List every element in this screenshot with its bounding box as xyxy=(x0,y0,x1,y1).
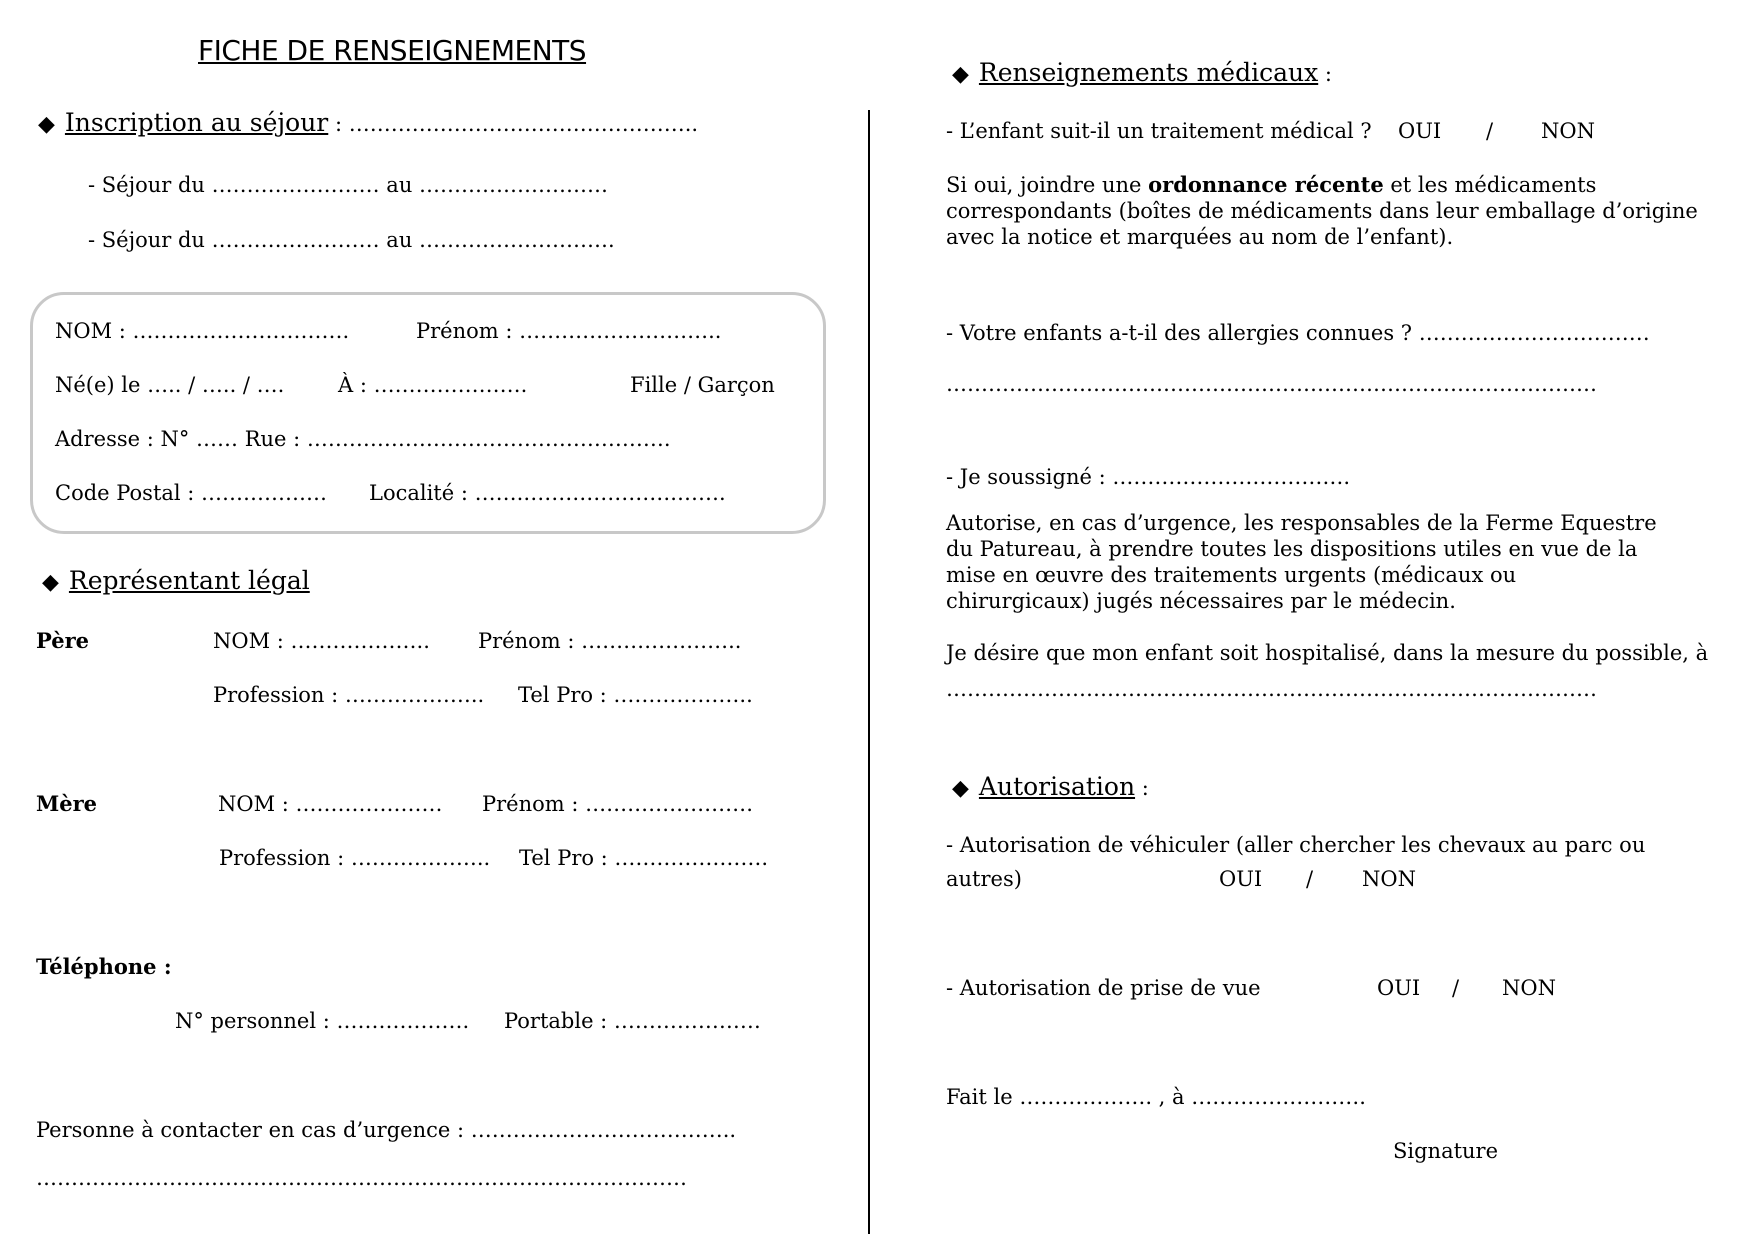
prescription-note-text: et les médicaments correspondants (boîtes de médicaments dans leur emballage d’origine avec la notice et marquées au nom de l’enfant). xyxy=(946,173,1698,249)
choice-slash: / xyxy=(1452,976,1460,1000)
hospital-preference-text: Je désire que mon enfant soit hospitalisé, dans la mesure du possible, à xyxy=(946,641,1709,665)
prescription-note-text: Si oui, joindre une xyxy=(946,173,1149,197)
heading-colon: : xyxy=(1135,776,1149,800)
page-title: FICHE DE RENSEIGNEMENTS xyxy=(198,34,587,67)
section-inscription xyxy=(38,108,698,140)
mere-label: Mère xyxy=(36,791,98,816)
photo-oui-option[interactable]: OUI xyxy=(1377,976,1421,1000)
undersigned-field[interactable]: - Je soussigné : ……………………………. xyxy=(946,465,1351,489)
section-representant xyxy=(42,566,310,598)
vehicle-non-option[interactable]: NON xyxy=(1362,867,1416,891)
telephone-label: Téléphone : xyxy=(36,954,172,979)
emergency-contact-line[interactable]: ………………………………………………………………………………… xyxy=(36,1166,687,1190)
heading-colon: : xyxy=(1318,62,1332,86)
emergency-contact-field[interactable]: Personne à contacter en cas d’urgence : ……………………………….. xyxy=(36,1118,737,1142)
photo-authorization-text: - Autorisation de prise de vue xyxy=(946,976,1261,1000)
allergies-field[interactable]: - Votre enfants a-t-il des allergies connues ? …………………………… xyxy=(946,321,1650,345)
diamond-bullet-icon: ◆ xyxy=(952,776,969,801)
column-divider xyxy=(868,110,870,1234)
choice-slash: / xyxy=(1486,119,1494,143)
mere-prenom-field[interactable]: Prénom : …………………… xyxy=(482,792,754,816)
photo-non-option[interactable]: NON xyxy=(1502,976,1556,1000)
section-heading: Renseignements médicaux xyxy=(978,58,1319,87)
vehicle-authorization-text: - Autorisation de véhiculer (aller chercher les chevaux au parc ou xyxy=(946,833,1646,857)
prenom-field[interactable]: Prénom : ……………………….. xyxy=(416,319,722,343)
prescription-emphasis: ordonnance récente xyxy=(1148,172,1384,197)
locality-field[interactable]: Localité : …….………………….……. xyxy=(369,481,726,505)
section-heading: Représentant légal xyxy=(68,566,310,595)
postal-code-field[interactable]: Code Postal : ……………… xyxy=(55,481,328,505)
personal-phone-field[interactable]: N° personnel : ………………. xyxy=(175,1009,470,1033)
signature-label: Signature xyxy=(1393,1139,1499,1163)
mere-nom-field[interactable]: NOM : ………………… xyxy=(218,792,443,816)
hospital-preference-line[interactable]: ………………………………………………………………………………… xyxy=(946,677,1597,701)
vehicle-oui-option[interactable]: OUI xyxy=(1219,867,1263,891)
sex-choice[interactable]: Fille / Garçon xyxy=(630,373,775,397)
choice-slash: / xyxy=(1306,867,1314,891)
fill-line[interactable]: : ………………………………………….. xyxy=(328,112,699,136)
mere-telpro-field[interactable]: Tel Pro : …………………. xyxy=(519,846,769,870)
section-medical xyxy=(952,58,1332,90)
section-autorisation xyxy=(952,772,1149,804)
allergies-line[interactable]: ………………………………………………………………………………… xyxy=(946,372,1597,396)
section-heading: Autorisation xyxy=(978,772,1136,801)
treatment-non-option[interactable]: NON xyxy=(1541,119,1595,143)
treatment-question: - L’enfant suit-il un traitement médical ? xyxy=(946,119,1372,143)
diamond-bullet-icon: ◆ xyxy=(952,62,969,87)
birthdate-field[interactable]: Né(e) le ….. / ….. / …. xyxy=(55,373,285,397)
pere-label: Père xyxy=(36,628,90,653)
mobile-phone-field[interactable]: Portable : ………………… xyxy=(504,1009,761,1033)
sejour-line-1[interactable]: - Séjour du …………………… au ……………………… xyxy=(88,173,609,197)
pere-telpro-field[interactable]: Tel Pro : ……………….. xyxy=(518,683,753,707)
vehicle-authorization-text-2: autres) xyxy=(946,867,1022,891)
nom-field[interactable]: NOM : …………………………. xyxy=(55,319,350,343)
pere-prenom-field[interactable]: Prénom : ………………….. xyxy=(478,629,742,653)
sejour-line-2[interactable]: - Séjour du …………………… au ………………………. xyxy=(88,228,615,252)
date-place-field[interactable]: Fait le ………………. , à ……………………. xyxy=(946,1085,1366,1109)
prescription-note xyxy=(946,172,1706,250)
diamond-bullet-icon: ◆ xyxy=(38,112,55,137)
section-heading: Inscription au séjour xyxy=(64,108,329,137)
pere-profession-field[interactable]: Profession : ……………….. xyxy=(213,683,485,707)
address-field[interactable]: Adresse : N° …… Rue : ……………………………………………. xyxy=(55,427,671,451)
pere-nom-field[interactable]: NOM : ……………….. xyxy=(213,629,430,653)
emergency-authorization-text: Autorise, en cas d’urgence, les responsables de la Ferme Equestre du Patureau, à prendre toutes les dispositions utiles en vue de la mise en œuvre des traitements urgents (médicaux ou chirurgicaux) jugés nécessaires par le médecin. xyxy=(946,511,1657,613)
mere-profession-field[interactable]: Profession : ……………….. xyxy=(219,846,491,870)
treatment-oui-option[interactable]: OUI xyxy=(1398,119,1442,143)
birthplace-field[interactable]: À : …………………. xyxy=(338,373,528,397)
diamond-bullet-icon: ◆ xyxy=(42,570,59,595)
